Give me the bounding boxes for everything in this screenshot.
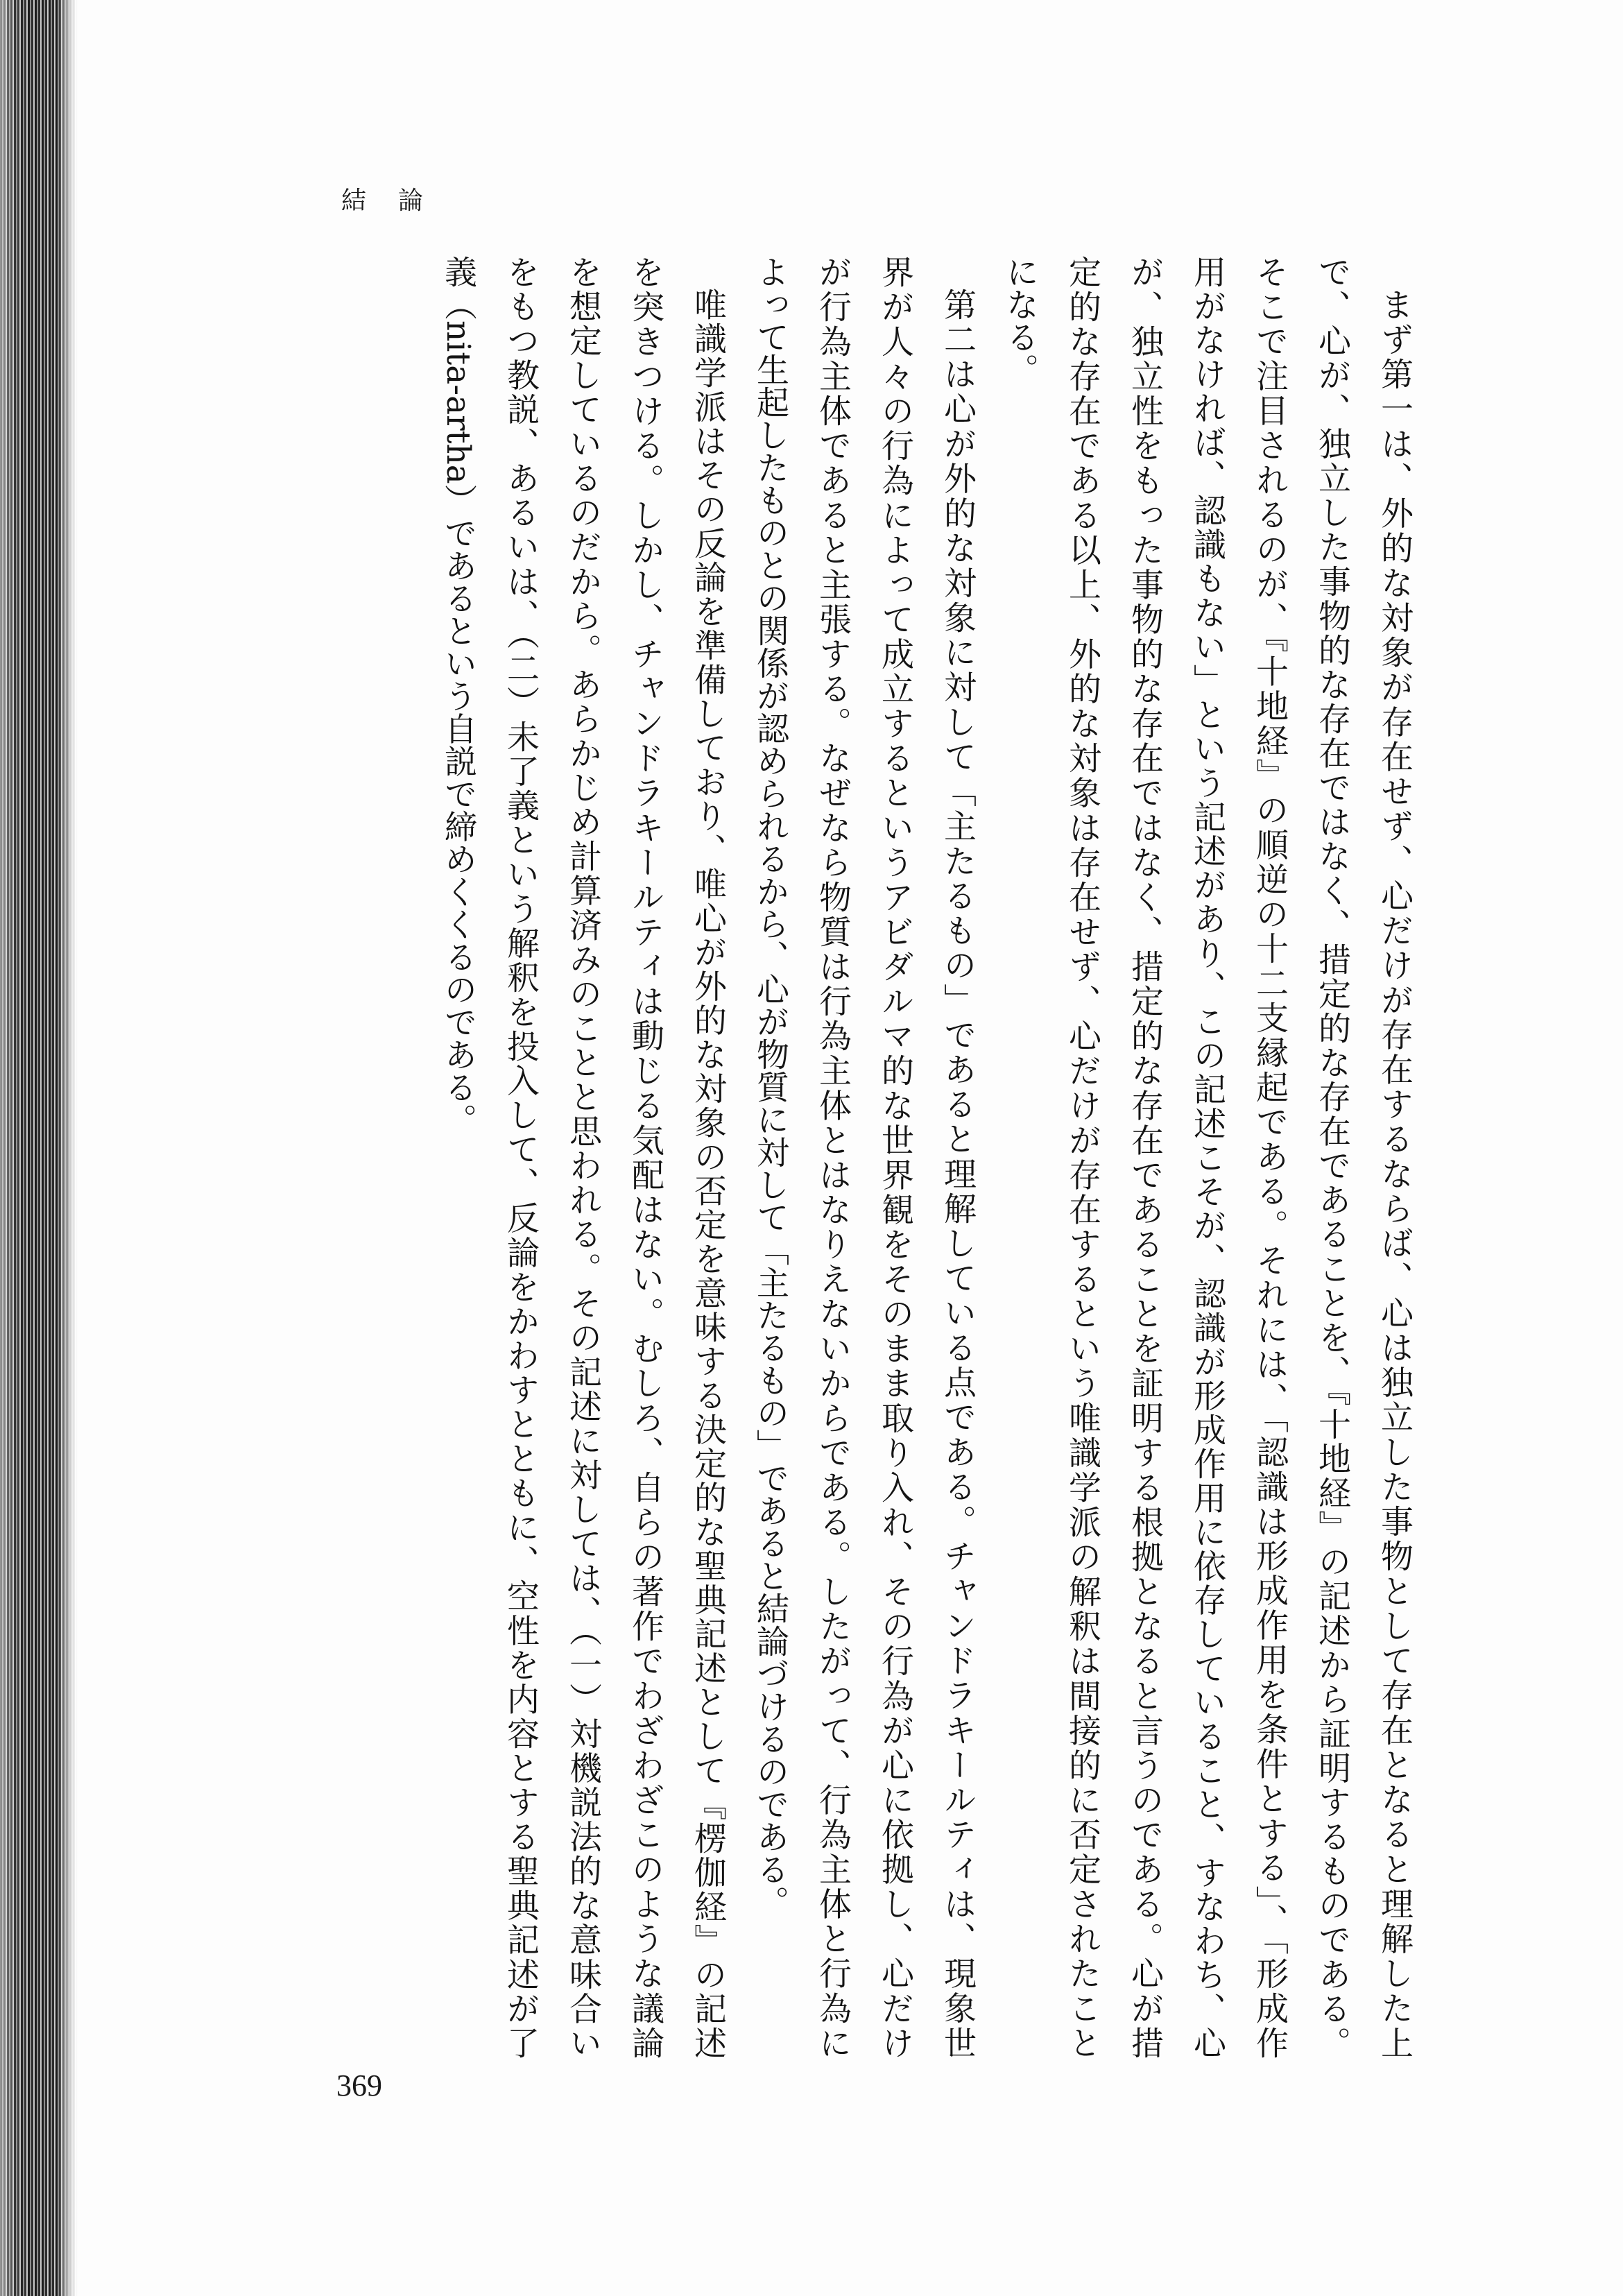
text-line: を突きつける。しかし、チャンドラキールティは動じる気配はない。むしろ、自らの著作でわざわざこのような議論: [626, 255, 664, 2059]
text-line: よって生起したものとの関係が認められるから、心が物質に対して「主たるもの」であると結論づけるのである。: [751, 255, 789, 1918]
text-line: で、心が、独立した事物的な存在ではなく、措定的な存在であることを、『十地経』の記述から証明するものである。: [1313, 255, 1351, 2059]
text-line: そこで注目されるのが、『十地経』の順逆の十二支縁起である。それには、「認識は形成作用を条件とする」、「形成作: [1251, 255, 1289, 2059]
text-line: をもつ教説、あるいは、（二）未了義という解釈を投入して、反論をかわすとともに、空性を内容とする聖典記述が了: [501, 255, 540, 2059]
text-line: まず第一は、外的な対象が存在せず、心だけが存在するならば、心は独立した事物として存在となると理解した上: [1375, 288, 1414, 2059]
paragraph-3: [427, 255, 739, 2059]
body-text: [427, 255, 1425, 2059]
text-line: になる。: [1001, 255, 1039, 386]
text-line: 界が人々の行為によって成立するというアビダルマ的な世界観をそのまま取り入れ、その行為が心に依拠し、心だけ: [876, 255, 914, 2059]
text-line: 用がなければ、認識もない」という記述があり、この記述こそが、認識が形成作用に依存していること、すなわち、心: [1188, 255, 1226, 2059]
text-line: 第二は心が外的な対象に対して「主たるもの」であると理解している点である。チャンドラキールティは、現象世: [938, 288, 977, 2059]
page-number: 369: [336, 2068, 382, 2102]
text-line: 唯識学派はその反論を準備しており、唯心が外的な対象の否定を意味する決定的な聖典記述として『楞伽経』の記述: [689, 288, 727, 2059]
text-line: が、独立性をもった事物的な存在ではなく、措定的な存在であることを証明する根拠となると言うのである。心が措: [1126, 255, 1164, 2059]
text-line: 定的な存在である以上、外的な対象は存在せず、心だけが存在するという唯識学派の解釈は間接的に否定されたこと: [1063, 255, 1101, 2059]
text-line: 義（nita-artha）であるという自説で締めくくるのである。: [439, 255, 477, 1136]
text-line: を想定しているのだから。あらかじめ計算済みのことと思われる。その記述に対しては、（一）対機説法的な意味合い: [564, 255, 602, 2059]
paragraph-2: [739, 255, 988, 2059]
text-line: が行為主体であると主張する。なぜなら物質は行為主体とはなりえないからである。したがって、行為主体と行為に: [814, 255, 852, 2059]
running-header: 結論: [341, 187, 456, 215]
paragraph-1: [988, 255, 1425, 2059]
binding-edge-line: [67, 0, 69, 2296]
